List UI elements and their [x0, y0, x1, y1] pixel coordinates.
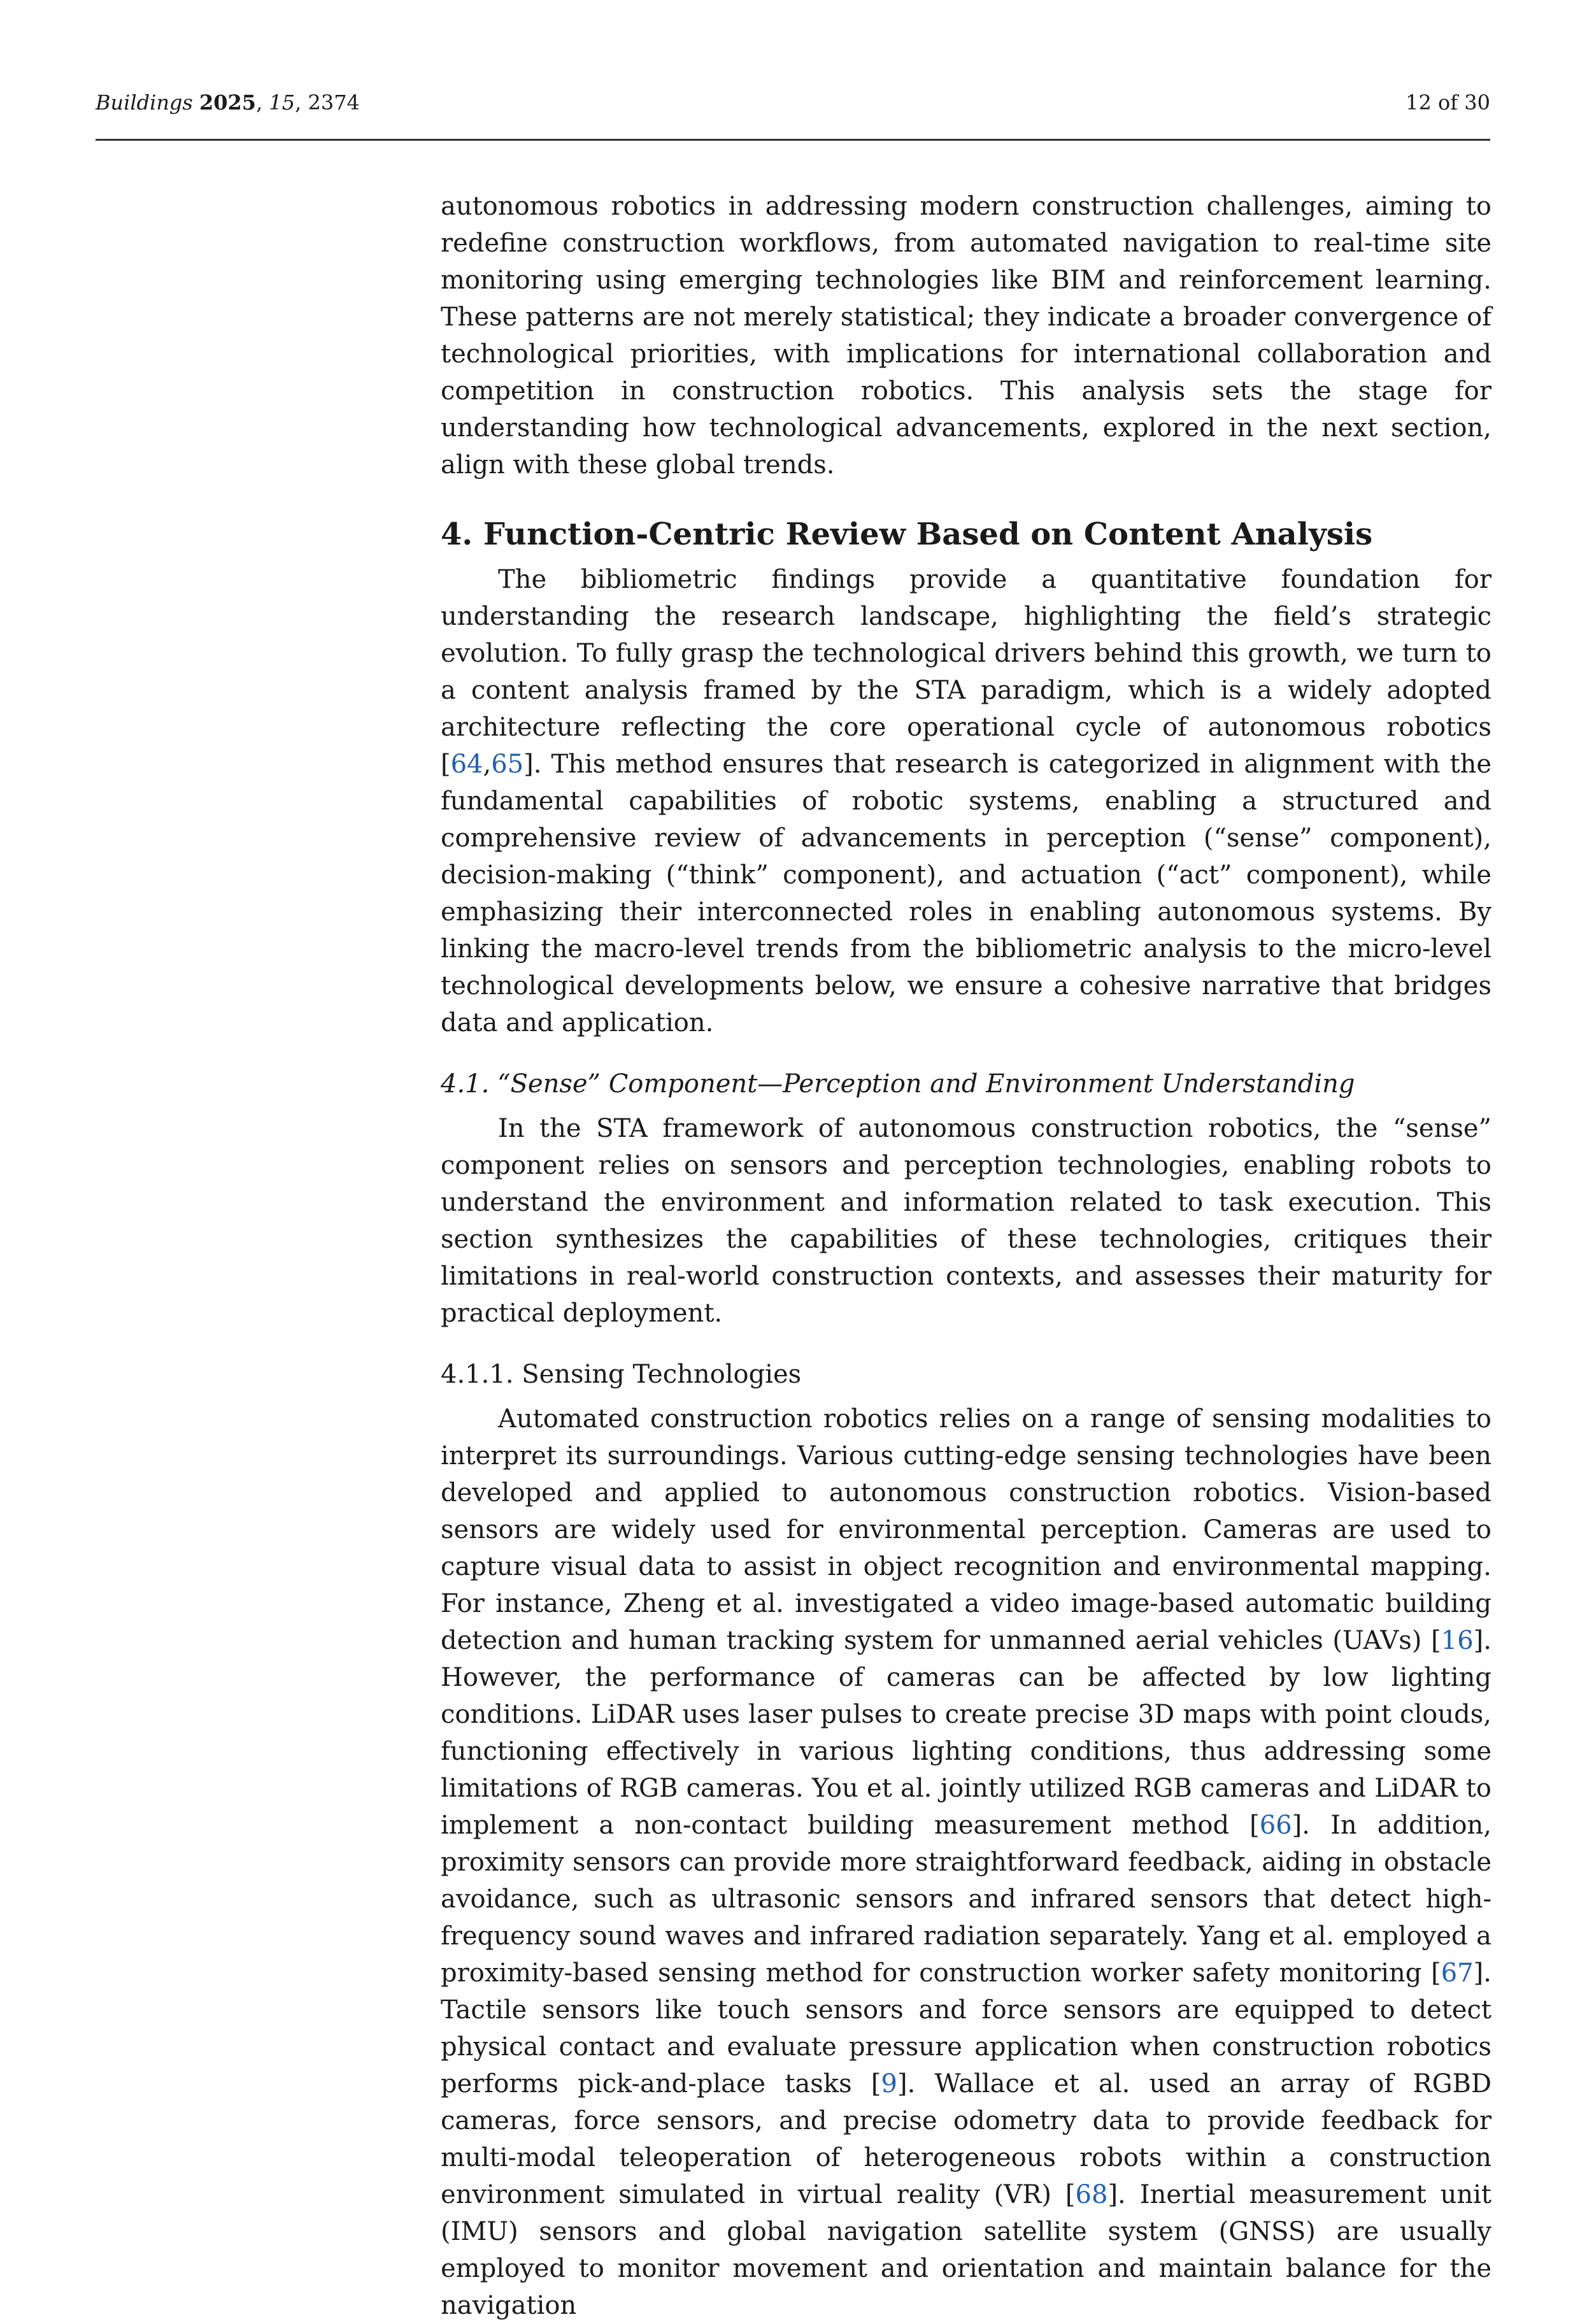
citation-link-68[interactable]: 68	[1075, 2180, 1108, 2209]
intro-paragraph: autonomous robotics in addressing modern construction challenges, aiming to redefine construction workflows, from automated navigation to real-time site monitoring using emerging technologies like BIM and reinforcement learning. These patterns are not merely statistical; they indicate a broader convergence of technological priorities, with implications for international collaboration and competition in construction robotics. This analysis sets the stage for understanding how technological advancements, explored in the next section, align with these global trends.	[441, 192, 1491, 480]
article-body	[441, 188, 1491, 2324]
section-4-1-1-paragraph	[441, 1401, 1491, 2324]
citation-link-67[interactable]: 67	[1441, 1958, 1474, 1988]
section-4-1-1-heading: 4.1.1. Sensing Technologies	[441, 1360, 802, 1389]
journal-volume: 15	[269, 90, 295, 115]
text-run: ,	[483, 750, 492, 779]
text-run: ]. Tactile sensors like touch sensors and force sensors are equipped to detect physical contact and evaluate pressure application when construction robotics performs pick-and-place tasks [	[441, 1958, 1491, 2099]
citation-link-9[interactable]: 9	[881, 2069, 897, 2099]
article-number: 2374	[308, 90, 360, 115]
citation-link-65[interactable]: 65	[491, 750, 524, 779]
text-run: ]. This method ensures that research is categorized in alignment with the fundamental capabilities of robotic systems, enabling a structured and comprehensive review of advancements in perception (“sense” component), decision-making (“think” component), and actuation (“act” component), while emphasizing their interconnected roles in enabling autonomous systems. By linking the macro-level trends from the bibliometric analysis to the micro-level technological developments below, we ensure a cohesive narrative that bridges data and application.	[441, 750, 1491, 1037]
text-run: ]. In addition, proximity sensors can provide more straightforward feedback, aiding in obstacle avoidance, such as ultrasonic sensors and infrared sensors that detect high-frequency sound waves and infrared radiation separately. Yang et al. employed a proximity-based sensing method for construction worker safety monitoring [	[441, 1811, 1491, 1988]
text-run: The bibliometric findings provide a quantitative foundation for understanding the research landscape, highlighting the field’s strategic evolution. To fully grasp the technological drivers behind this growth, we turn to a content analysis framed by the STA paradigm, which is a widely adopted architecture reflecting the core operational cycle of autonomous robotics [	[441, 565, 1491, 779]
citation-link-16[interactable]: 16	[1441, 1626, 1474, 1655]
text-run: ]. However, the performance of cameras can be affected by low lighting conditions. LiDAR uses laser pulses to create precise 3D maps with point clouds, functioning effectively in various lighting conditions, thus addressing some limitations of RGB cameras. You et al. jointly utilized RGB cameras and LiDAR to implement a non-contact building measurement method [	[441, 1626, 1491, 1840]
text-run: ]. Wallace et al. used an array of RGBD cameras, force sensors, and precise odometry data to provide feedback for multi-modal teleoperation of heterogeneous robots within a construction environment simulated in virtual reality (VR) [	[441, 2069, 1492, 2209]
journal-citation: Buildings 2025, 15, 2374	[96, 90, 360, 115]
citation-link-64[interactable]: 64	[450, 750, 483, 779]
section-4-heading: 4. Function-Centric Review Based on Content Analysis	[441, 517, 1373, 552]
journal-year: 2025	[199, 90, 257, 115]
section-4-paragraph	[441, 561, 1491, 1041]
journal-name: Buildings	[96, 90, 193, 115]
text-run: Automated construction robotics relies on a range of sensing modalities to interpret its surroundings. Various cutting-edge sensing technologies have been developed and applied to autonomous construction robotics. Vision-based sensors are widely used for environmental perception. Cameras are used to capture visual data to assist in object recognition and environmental mapping. For instance, Zheng et al. investigated a video image-based automatic building detection and human tracking system for unmanned aerial vehicles (UAVs) [	[441, 1404, 1491, 1655]
section-4-1-heading: 4.1. “Sense” Component—Perception and Environment Understanding	[441, 1069, 1355, 1099]
page-number: 12 of 30	[1406, 90, 1490, 115]
section-4-1-paragraph: In the STA framework of autonomous construction robotics, the “sense” component relies on sensors and perception technologies, enabling robots to understand the environment and information related to task execution. This section synthesizes the capabilities of these technologies, critiques their limitations in real-world construction contexts, and assesses their maturity for practical deployment.	[441, 1114, 1491, 1328]
text-run: ]. Inertial measurement unit (IMU) sensors and global navigation satellite system (GNSS) are usually employed to monitor movement and orientation and maintain balance for the navigation	[441, 2180, 1492, 2320]
page-header	[96, 88, 1490, 141]
citation-link-66[interactable]: 66	[1259, 1811, 1292, 1840]
